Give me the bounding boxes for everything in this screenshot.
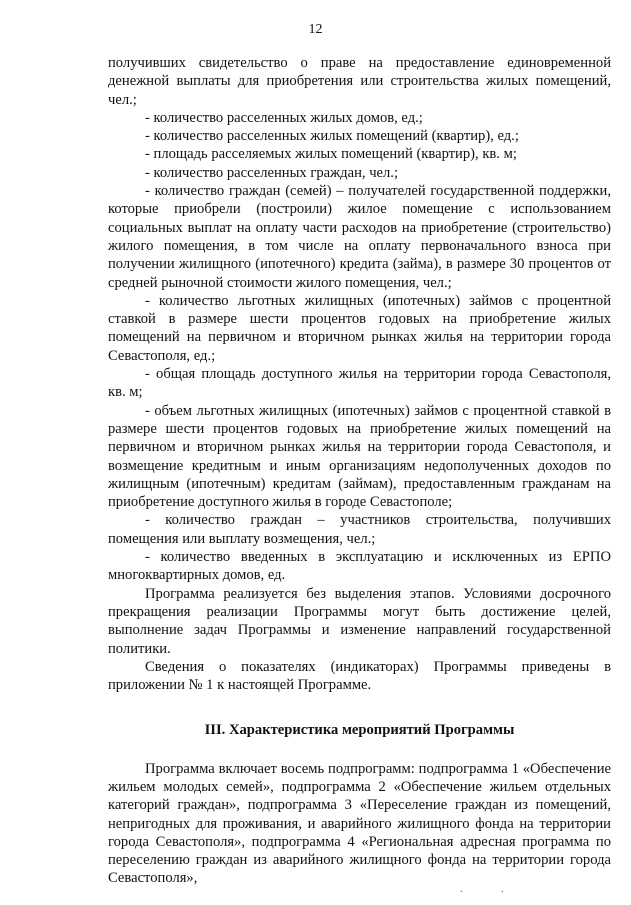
page-number: 12 — [308, 22, 323, 37]
footer-marks: . . — [460, 884, 522, 895]
paragraph: - количество граждан – участников строительства, получивших помещения или выплату возмещения, чел.; — [108, 512, 611, 547]
paragraph: Сведения о показателях (индикаторах) Программы приведены в приложении № 1 к настоящей Программе. — [108, 658, 611, 694]
paragraphs-top — [108, 54, 611, 694]
paragraph: - количество расселенных граждан, чел.; — [145, 164, 398, 181]
paragraph: - общая площадь доступного жилья на территории города Севастополя, кв. м; — [108, 366, 611, 401]
document-body — [108, 54, 611, 888]
paragraph: - объем льготных жилищных (ипотечных) займов с процентной ставкой в размере шести процентов годовых на приобретение жилых помещений на первичном и вторичном рынках жилья на территории города Севастополя, и возмещение кредитным и иным организациям недополученных доходов по жилищным (ипотечным) кредитам (займам), предоставленным гражданам на приобретение доступного жилья в городе Севастополе; — [108, 402, 611, 511]
paragraph: получивших свидетельство о праве на предоставление единовременной денежной выплаты для приобретения или строительства жилых помещений, чел.; — [108, 55, 611, 108]
paragraph: Программа реализуется без выделения этапов. Условиями досрочного прекращения реализации Программы могут быть достижение целей, выполнение задач Программы и изменение направлений государственной политики. — [108, 585, 611, 657]
paragraph: - количество льготных жилищных (ипотечных) займов с процентной ставкой в размере шести процентов годовых на приобретение жилых помещений на первичном и вторичном рынках жилья на территории города Севастополя, ед.; — [108, 292, 611, 364]
paragraph: - количество расселенных жилых помещений (квартир), ед.; — [145, 128, 519, 145]
paragraph: - площадь расселяемых жилых помещений (квартир), кв. м; — [145, 146, 517, 163]
paragraph: - количество введенных в эксплуатацию и исключенных из ЕРПО многоквартирных домов, ед. — [108, 549, 611, 584]
paragraph: - количество граждан (семей) – получателей государственной поддержки, которые приобрели (построили) жилое помещение с использованием социальных выплат на оплату части расходов на приобретение (строительство) жилого помещения, в том числе на оплату первоначального взноса при получении жилищного (ипотечного) кредита (займа), в размере 30 процентов от средней рыночной стоимости жилого помещения, чел.; — [108, 183, 611, 291]
paragraph: Программа включает восемь подпрограмм: подпрограмма 1 «Обеспечение жильем молодых семей», подпрограмма 2 «Обеспечение жильем отдельных категорий граждан», подпрограмма 3 «Переселение граждан из помещений, непригодных для проживания, и аварийного жилищного фонда на территории города Севастополя», подпрограмма 4 «Региональная адресная программа по переселению граждан из аварийного жилищного фонда на территории города Севастополя», — [108, 760, 611, 887]
paragraph: - количество расселенных жилых домов, ед.; — [145, 109, 423, 126]
paragraphs-bottom — [108, 760, 611, 888]
section-heading: III. Характеристика мероприятий Программы — [204, 722, 515, 739]
